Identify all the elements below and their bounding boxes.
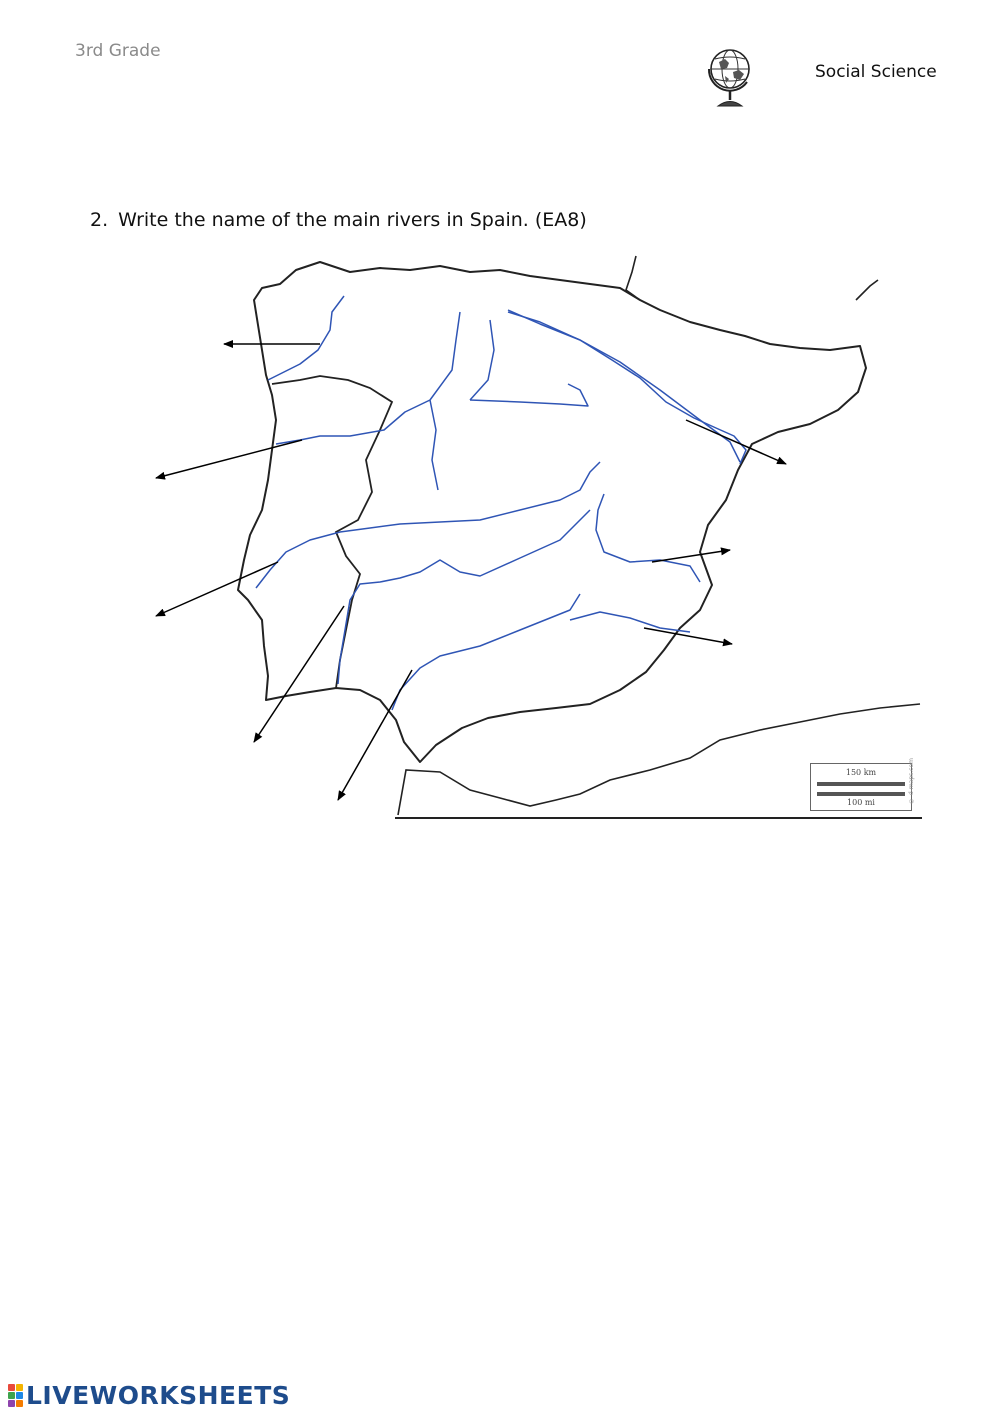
grade-label: 3rd Grade [75, 41, 161, 61]
answer-arrows [156, 344, 786, 800]
scale-bar-mi [817, 792, 905, 796]
river-duero [276, 312, 740, 490]
question-text [90, 209, 587, 231]
scale-bar-km [817, 782, 905, 786]
arrow-jucar [652, 550, 730, 562]
river-guadalquivir [392, 594, 690, 710]
map-credit: © d-maps.com [908, 758, 915, 805]
spain-rivers-map [150, 250, 930, 830]
question-prompt: Write the name of the main rivers in Spain. (EA8) [118, 209, 587, 231]
pyrenees-border [626, 256, 878, 300]
map-scale [810, 763, 912, 811]
river-guadiana [338, 494, 700, 684]
globe-icon [703, 44, 757, 110]
arrow-duero [156, 440, 302, 478]
brand-name: LIVEWORKSHEETS [26, 1380, 291, 1410]
arrow-ebro [686, 420, 786, 464]
river-tajo [256, 462, 600, 588]
question-number: 2. [90, 209, 109, 231]
rivers [256, 296, 746, 710]
arrow-segura [644, 628, 732, 644]
portugal-border [272, 376, 392, 688]
river-mino [268, 296, 344, 380]
coastline [238, 262, 866, 762]
arrow-tajo [156, 562, 278, 616]
scale-top-label: 150 km [845, 768, 877, 777]
river-ebro [508, 310, 746, 464]
liveworksheets-logo-icon [8, 1384, 23, 1407]
subject-label: Social Science [815, 62, 937, 82]
scale-bottom-label: 100 mi [847, 798, 875, 807]
footer-logo[interactable] [8, 1380, 290, 1410]
